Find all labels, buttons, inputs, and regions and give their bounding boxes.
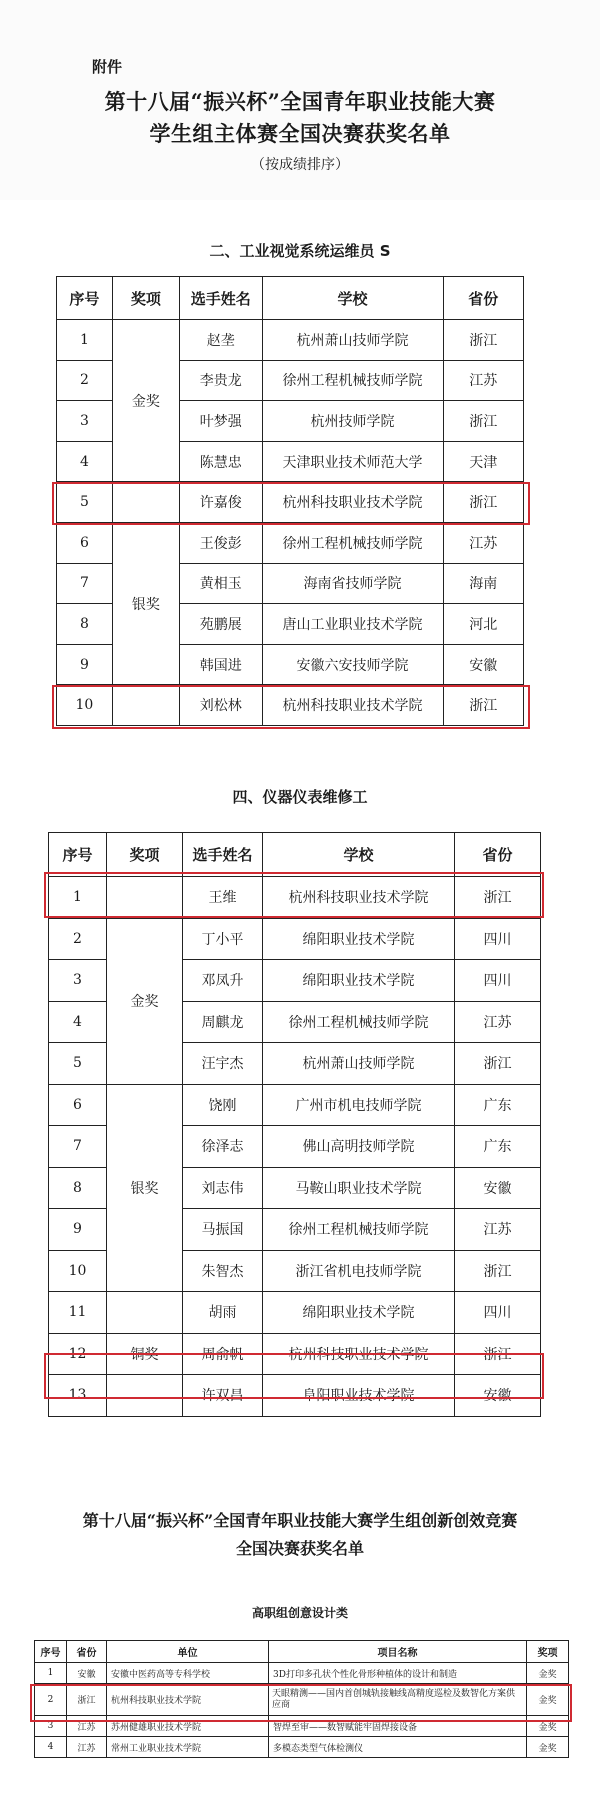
header-no: 序号 xyxy=(49,833,107,877)
section3-title-line2: 全国决赛获奖名单 xyxy=(235,1539,364,1558)
cell-school: 天津职业技术师范大学 xyxy=(262,441,443,482)
table-row xyxy=(49,1375,541,1417)
cell-school: 徐州工程机械技师学院 xyxy=(262,522,443,563)
cell-school: 海南省技师学院 xyxy=(262,563,443,604)
cell-school: 马鞍山职业技术学院 xyxy=(263,1167,455,1209)
cell-award-empty xyxy=(107,1292,183,1334)
cell-province: 浙江 xyxy=(443,685,523,726)
cell-name: 朱智杰 xyxy=(183,1250,263,1292)
header-no: 序号 xyxy=(57,277,113,320)
cell-province: 安徽 xyxy=(443,644,523,685)
cell-no: 5 xyxy=(49,1043,107,1085)
cell-name: 刘志伟 xyxy=(183,1167,263,1209)
table-header-row xyxy=(35,1641,569,1663)
attachment-label: 附件 xyxy=(92,58,123,76)
cell-name: 邓凤升 xyxy=(183,960,263,1002)
cell-no: 9 xyxy=(49,1209,107,1251)
cell-no: 11 xyxy=(49,1292,107,1334)
section1-title: 二、工业视觉系统运维员 S xyxy=(209,242,391,260)
cell-province: 浙江 xyxy=(455,877,541,919)
cell-no: 2 xyxy=(49,918,107,960)
cell-school: 佛山高明技师学院 xyxy=(263,1126,455,1168)
cell-province: 浙江 xyxy=(443,320,523,361)
header-award: 奖项 xyxy=(107,833,183,877)
cell-award: 金奖 xyxy=(527,1737,569,1758)
cell-no: 8 xyxy=(57,604,113,645)
cell-name: 周麒龙 xyxy=(183,1001,263,1043)
cell-no: 13 xyxy=(49,1375,107,1417)
header-project: 项目名称 xyxy=(269,1641,527,1663)
cell-no: 2 xyxy=(57,360,113,401)
cell-award-empty xyxy=(112,482,179,523)
cell-no: 4 xyxy=(57,441,113,482)
cell-no: 7 xyxy=(57,563,113,604)
cell-school: 广州市机电技师学院 xyxy=(263,1084,455,1126)
cell-award: 金奖 xyxy=(527,1663,569,1684)
award-silver: 银奖 xyxy=(112,522,179,684)
cell-name: 陈慧忠 xyxy=(179,441,262,482)
cell-province: 江苏 xyxy=(443,360,523,401)
award-gold: 金奖 xyxy=(107,918,183,1084)
cell-province: 浙江 xyxy=(443,482,523,523)
cell-province: 海南 xyxy=(443,563,523,604)
cell-name: 丁小平 xyxy=(183,918,263,960)
cell-name: 汪宇杰 xyxy=(183,1043,263,1085)
header-name: 选手姓名 xyxy=(183,833,263,877)
cell-province: 河北 xyxy=(443,604,523,645)
cell-name: 胡雨 xyxy=(183,1292,263,1334)
cell-name: 叶梦强 xyxy=(179,401,262,442)
cell-school: 安徽六安技师学院 xyxy=(262,644,443,685)
cell-no: 6 xyxy=(57,522,113,563)
cell-award: 金奖 xyxy=(527,1716,569,1737)
header-unit: 单位 xyxy=(107,1641,269,1663)
cell-province: 四川 xyxy=(455,960,541,1002)
cell-province: 广东 xyxy=(455,1084,541,1126)
header-award: 奖项 xyxy=(112,277,179,320)
cell-school: 徐州工程机械技师学院 xyxy=(262,360,443,401)
cell-unit: 苏州健雄职业技术学院 xyxy=(107,1716,269,1737)
cell-school: 杭州科技职业技术学院 xyxy=(263,877,455,919)
cell-school: 浙江省机电技师学院 xyxy=(263,1250,455,1292)
cell-school: 绵阳职业技术学院 xyxy=(263,918,455,960)
cell-province: 四川 xyxy=(455,1292,541,1334)
cell-school: 杭州科技职业技术学院 xyxy=(262,482,443,523)
cell-school: 唐山工业职业技术学院 xyxy=(262,604,443,645)
cell-school: 徐州工程机械技师学院 xyxy=(263,1209,455,1251)
table-row xyxy=(49,877,541,919)
cell-province: 浙江 xyxy=(67,1684,107,1716)
table-row xyxy=(35,1663,569,1684)
cell-school: 阜阳职业技术学院 xyxy=(263,1375,455,1417)
cell-name: 徐泽志 xyxy=(183,1126,263,1168)
header-no: 序号 xyxy=(35,1641,67,1663)
table-row xyxy=(35,1684,569,1716)
table-row xyxy=(49,918,541,960)
cell-province: 安徽 xyxy=(455,1375,541,1417)
header-name: 选手姓名 xyxy=(179,277,262,320)
table-row xyxy=(57,482,524,523)
cell-no: 1 xyxy=(49,877,107,919)
cell-name: 王维 xyxy=(183,877,263,919)
cell-no: 6 xyxy=(49,1084,107,1126)
cell-province: 浙江 xyxy=(443,401,523,442)
cell-unit: 安徽中医药高等专科学校 xyxy=(107,1663,269,1684)
cell-unit: 杭州科技职业技术学院 xyxy=(107,1684,269,1716)
section1-table xyxy=(56,276,524,726)
section3-table xyxy=(34,1640,569,1758)
section2-table xyxy=(48,832,541,1417)
cell-name: 黄相玉 xyxy=(179,563,262,604)
table-row xyxy=(49,1333,541,1375)
cell-name: 刘松林 xyxy=(179,685,262,726)
cell-province: 广东 xyxy=(455,1126,541,1168)
cell-project: 多模态类型气体检测仪 xyxy=(269,1737,527,1758)
cell-no: 12 xyxy=(49,1333,107,1375)
cell-award-empty xyxy=(112,685,179,726)
cell-school: 杭州萧山技师学院 xyxy=(262,320,443,361)
cell-province: 浙江 xyxy=(455,1333,541,1375)
cell-province: 四川 xyxy=(455,918,541,960)
cell-no: 4 xyxy=(35,1737,67,1758)
award-silver: 银奖 xyxy=(107,1084,183,1292)
cell-province: 江苏 xyxy=(443,522,523,563)
cell-no: 10 xyxy=(57,685,113,726)
cell-name: 许双昌 xyxy=(183,1375,263,1417)
cell-school: 杭州萧山技师学院 xyxy=(263,1043,455,1085)
cell-province: 安徽 xyxy=(455,1167,541,1209)
cell-name: 苑鹏展 xyxy=(179,604,262,645)
cell-no: 1 xyxy=(57,320,113,361)
cell-project: 3D打印多孔状个性化骨形种植体的设计和制造 xyxy=(269,1663,527,1684)
cell-name: 王俊彭 xyxy=(179,522,262,563)
cell-name: 马振国 xyxy=(183,1209,263,1251)
cell-no: 7 xyxy=(49,1126,107,1168)
cell-name: 韩国进 xyxy=(179,644,262,685)
section3-subtitle: 高职组创意设计类 xyxy=(251,1606,348,1620)
cell-province: 江苏 xyxy=(67,1716,107,1737)
table-row xyxy=(35,1737,569,1758)
table-row xyxy=(57,320,524,361)
cell-name: 周俞帆 xyxy=(183,1333,263,1375)
cell-name: 饶刚 xyxy=(183,1084,263,1126)
cell-no: 2 xyxy=(35,1684,67,1716)
cell-no: 8 xyxy=(49,1167,107,1209)
award-bronze: 铜奖 xyxy=(107,1333,183,1375)
header-province: 省份 xyxy=(443,277,523,320)
cell-award-empty xyxy=(107,1375,183,1417)
header-school: 学校 xyxy=(262,277,443,320)
cell-school: 杭州技师学院 xyxy=(262,401,443,442)
cell-no: 1 xyxy=(35,1663,67,1684)
cell-project: 智焊至审——数智赋能牢固焊接设备 xyxy=(269,1716,527,1737)
award-gold: 金奖 xyxy=(112,320,179,482)
table-row xyxy=(35,1716,569,1737)
table-row xyxy=(57,685,524,726)
header-school: 学校 xyxy=(263,833,455,877)
cell-school: 绵阳职业技术学院 xyxy=(263,960,455,1002)
cell-province: 江苏 xyxy=(455,1001,541,1043)
cell-award: 金奖 xyxy=(527,1684,569,1716)
cell-no: 10 xyxy=(49,1250,107,1292)
table-row xyxy=(57,522,524,563)
page-title-line2: 学生组主体赛全国决赛获奖名单 xyxy=(149,121,451,146)
header-province: 省份 xyxy=(455,833,541,877)
cell-name: 李贵龙 xyxy=(179,360,262,401)
table-row xyxy=(49,1084,541,1126)
header-award: 奖项 xyxy=(527,1641,569,1663)
header-province: 省份 xyxy=(67,1641,107,1663)
cell-province: 天津 xyxy=(443,441,523,482)
cell-province: 浙江 xyxy=(455,1043,541,1085)
cell-no: 5 xyxy=(57,482,113,523)
cell-award-empty xyxy=(107,877,183,919)
cell-project: 天眼精测——国内首创城轨接触线高精度巡检及数智化方案供应商 xyxy=(269,1684,527,1716)
cell-school: 杭州科技职业技术学院 xyxy=(263,1333,455,1375)
table-row xyxy=(49,1292,541,1334)
cell-no: 9 xyxy=(57,644,113,685)
section3-title-line1: 第十八届“振兴杯”全国青年职业技能大赛学生组创新创效竞赛 xyxy=(82,1511,518,1530)
sort-note: （按成绩排序） xyxy=(251,157,349,173)
cell-unit: 常州工业职业技术学院 xyxy=(107,1737,269,1758)
cell-school: 杭州科技职业技术学院 xyxy=(262,685,443,726)
cell-province: 江苏 xyxy=(67,1737,107,1758)
cell-province: 浙江 xyxy=(455,1250,541,1292)
cell-province: 安徽 xyxy=(67,1663,107,1684)
cell-name: 赵垄 xyxy=(179,320,262,361)
section2-title: 四、仪器仪表维修工 xyxy=(232,788,368,806)
cell-no: 3 xyxy=(35,1716,67,1737)
table-header-row xyxy=(49,833,541,877)
cell-no: 3 xyxy=(49,960,107,1002)
table-header-row xyxy=(57,277,524,320)
cell-school: 绵阳职业技术学院 xyxy=(263,1292,455,1334)
cell-no: 3 xyxy=(57,401,113,442)
page-title-line1: 第十八届“振兴杯”全国青年职业技能大赛 xyxy=(104,89,496,114)
cell-school: 徐州工程机械技师学院 xyxy=(263,1001,455,1043)
cell-province: 江苏 xyxy=(455,1209,541,1251)
cell-name: 许嘉俊 xyxy=(179,482,262,523)
cell-no: 4 xyxy=(49,1001,107,1043)
